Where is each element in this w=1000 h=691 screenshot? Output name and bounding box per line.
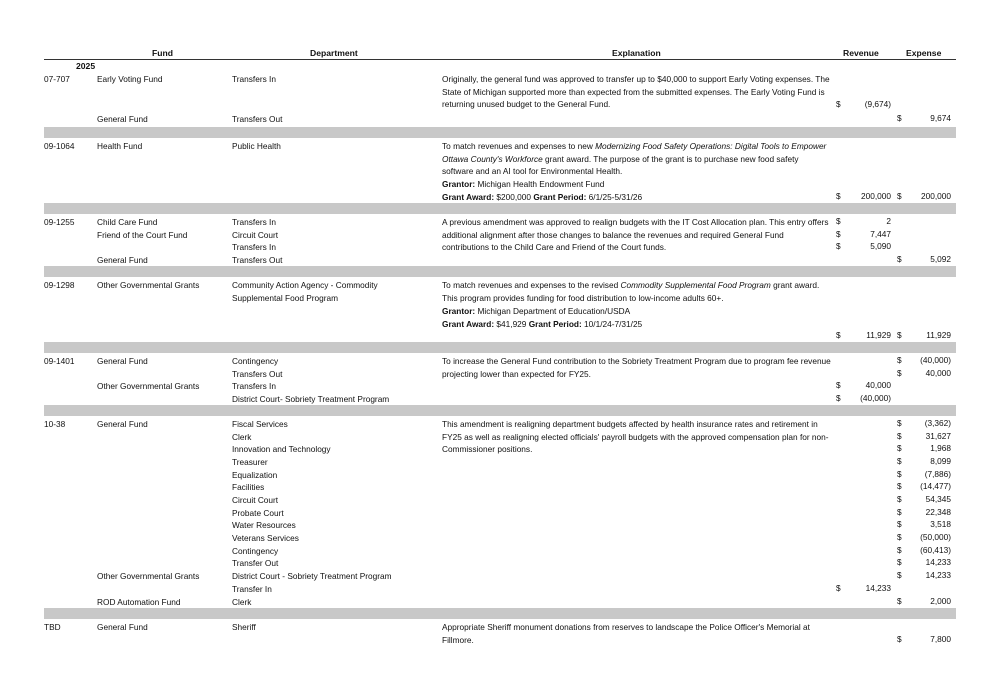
expense-amount: 8,099 [930, 456, 951, 466]
explanation-text: Appropriate Sheriff monument donations from reserves to landscape the Police Officer's Memorial at Fillmore. [442, 622, 810, 645]
grant-award-line [442, 318, 642, 331]
revenue-amount: 5,090 [870, 241, 891, 251]
dollar-sign: $ [836, 216, 841, 226]
department-name: Fiscal Services [232, 419, 288, 429]
explanation-tail: grant award. This program provides funding for food distribution to low-income adults 60+. [442, 280, 820, 303]
fund-name: Other Governmental Grants [97, 571, 200, 581]
department-name: Probate Court [232, 508, 284, 518]
header-revenue: Revenue [843, 48, 879, 58]
row-separator [44, 203, 956, 214]
fund-name: General Fund [97, 114, 148, 124]
dollar-sign: $ [897, 557, 902, 567]
dollar-sign: $ [897, 481, 902, 491]
department-name: Public Health [232, 141, 281, 151]
department-name: Transfers Out [232, 369, 283, 379]
dollar-sign: $ [897, 494, 902, 504]
amendment-id: TBD [44, 622, 61, 632]
fund-name: General Fund [97, 356, 148, 366]
grantor-value: Michigan Health Endowment Fund [475, 179, 605, 189]
amendment-id: 10-38 [44, 419, 66, 429]
department-name: Sheriff [232, 622, 256, 632]
dollar-sign: $ [897, 355, 902, 365]
grant-period-value: 10/1/24-7/31/25 [581, 319, 643, 329]
grant-award-value: $41,929 [494, 319, 529, 329]
revenue-amount: (9,674) [864, 99, 891, 109]
dollar-sign: $ [897, 634, 902, 644]
dollar-sign: $ [897, 431, 902, 441]
fund-name: Child Care Fund [97, 217, 158, 227]
expense-amount: (7,886) [924, 469, 951, 479]
row-separator [44, 608, 956, 619]
dollar-sign: $ [897, 519, 902, 529]
dollar-sign: $ [897, 532, 902, 542]
explanation-text: To increase the General Fund contribution to the Sobriety Treatment Program due to program fee revenue projecting lower than expected for FY25. [442, 356, 831, 379]
dollar-sign: $ [897, 113, 902, 123]
dollar-sign: $ [897, 507, 902, 517]
grantor-label: Grantor: [442, 179, 476, 189]
year-label: 2025 [76, 61, 96, 71]
revenue-amount: 7,447 [870, 229, 891, 239]
dollar-sign: $ [897, 191, 902, 201]
expense-amount: (14,477) [920, 481, 951, 491]
grant-period-label: Grant Period: [533, 192, 587, 202]
department-name: Clerk [232, 432, 252, 442]
row-separator [44, 266, 956, 277]
department-name: Transfer In [232, 584, 272, 594]
expense-amount: 9,674 [930, 113, 951, 123]
expense-amount: 22,348 [925, 507, 951, 517]
expense-amount: 14,233 [925, 557, 951, 567]
dollar-sign: $ [836, 393, 841, 403]
header-department: Department [310, 48, 358, 58]
dollar-sign: $ [897, 545, 902, 555]
department-name: Circuit Court [232, 230, 279, 240]
explanation-text: Originally, the general fund was approved to transfer up to $40,000 to support Early Voting expenses. The State of Michigan supported more than expected from the submitted expenses. The Early Voting Fund is returning unused budget to the General Fund. [442, 74, 830, 110]
department-name: Transfers In [232, 74, 276, 84]
department-name: Equalization [232, 470, 278, 480]
amendment-id: 09-1298 [44, 280, 75, 290]
dollar-sign: $ [897, 418, 902, 428]
dollar-sign: $ [897, 443, 902, 453]
grantor-value: Michigan Department of Education/USDA [475, 306, 631, 316]
amendment-id: 09-1255 [44, 217, 75, 227]
dollar-sign: $ [836, 229, 841, 239]
department-name: Veterans Services [232, 533, 299, 543]
dollar-sign: $ [897, 570, 902, 580]
expense-amount: 200,000 [921, 191, 951, 201]
header-divider [44, 59, 956, 60]
expense-amount: 14,233 [925, 570, 951, 580]
grant-title: Commodity Supplemental Food Program [620, 280, 771, 290]
fund-name: Health Fund [97, 141, 143, 151]
explanation-lead: To match revenues and expenses to the revised [442, 280, 621, 290]
department-name: Transfers Out [232, 255, 283, 265]
explanation-text: A previous amendment was approved to realign budgets with the IT Cost Allocation plan. This entry offers additional alignment after those changes to balance the revenues and required General Fund contributions to the Child Care and Friend of the Court funds. [442, 217, 829, 253]
expense-amount: (3,362) [924, 418, 951, 428]
expense-amount: 40,000 [925, 368, 951, 378]
explanation-text [442, 140, 832, 178]
dollar-sign: $ [897, 254, 902, 264]
dollar-sign: $ [836, 191, 841, 201]
expense-amount: 5,092 [930, 254, 951, 264]
dollar-sign: $ [836, 241, 841, 251]
expense-amount: 11,929 [926, 330, 951, 340]
fund-name: General Fund [97, 255, 148, 265]
expense-amount: 1,968 [930, 443, 951, 453]
department-name: District Court- Sobriety Treatment Program [232, 394, 390, 404]
revenue-amount: 11,929 [866, 330, 891, 340]
department-name: Transfers Out [232, 114, 283, 124]
revenue-amount: (40,000) [860, 393, 891, 403]
fund-name: Friend of the Court Fund [97, 230, 188, 240]
dollar-sign: $ [897, 456, 902, 466]
department-name: Facilities [232, 482, 265, 492]
department-name: Clerk [232, 597, 252, 607]
dollar-sign: $ [897, 368, 902, 378]
fund-name: Other Governmental Grants [97, 280, 200, 290]
department-name: District Court - Sobriety Treatment Program [232, 571, 392, 581]
dollar-sign: $ [897, 330, 902, 340]
department-name: Contingency [232, 356, 279, 366]
department-name: Innovation and Technology [232, 444, 331, 454]
grant-award-label: Grant Award: [442, 319, 495, 329]
explanation-text [442, 279, 832, 304]
department-name: Treasurer [232, 457, 268, 467]
fund-name: General Fund [97, 622, 148, 632]
fund-name: Early Voting Fund [97, 74, 163, 84]
revenue-amount: 2 [886, 216, 891, 226]
row-separator [44, 127, 956, 138]
amendment-id: 07-707 [44, 74, 70, 84]
expense-amount: 54,345 [925, 494, 951, 504]
header-expense: Expense [906, 48, 942, 58]
amendment-id: 09-1401 [44, 356, 75, 366]
fund-name: Other Governmental Grants [97, 381, 200, 391]
department-name: Circuit Court [232, 495, 279, 505]
fund-name: ROD Automation Fund [97, 597, 181, 607]
department-name: Transfers In [232, 381, 276, 391]
department-name: Water Resources [232, 520, 296, 530]
explanation-text: This amendment is realigning department budgets affected by health insurance rates and retirement in FY25 as well as realigning elected officials' payroll budgets with the approved compensation plan for non-Commissioner positions. [442, 419, 829, 455]
grantor-line [442, 178, 604, 191]
amendment-id: 09-1064 [44, 141, 75, 151]
expense-amount: 31,627 [925, 431, 951, 441]
department-name: Transfers In [232, 242, 276, 252]
row-separator [44, 405, 956, 416]
revenue-amount: 14,233 [865, 583, 891, 593]
expense-amount: 3,518 [930, 519, 951, 529]
grant-period-label: Grant Period: [528, 319, 582, 329]
expense-amount: 7,800 [930, 634, 951, 644]
department-name: Contingency [232, 546, 279, 556]
header-fund: Fund [152, 48, 173, 58]
revenue-amount: 40,000 [865, 380, 891, 390]
expense-amount: 2,000 [930, 596, 951, 606]
explanation-lead: To match revenues and expenses to new [442, 141, 596, 151]
department-name: Transfers In [232, 217, 276, 227]
dollar-sign: $ [897, 596, 902, 606]
expense-amount: (60,413) [920, 545, 951, 555]
fund-name: General Fund [97, 419, 148, 429]
grantor-label: Grantor: [442, 306, 476, 316]
revenue-amount: 200,000 [861, 191, 891, 201]
expense-amount: (40,000) [920, 355, 951, 365]
grantor-line [442, 305, 630, 318]
header-explanation: Explanation [612, 48, 661, 58]
dollar-sign: $ [897, 469, 902, 479]
grant-title: Modernizing Food Safety Operations: Digital Tools to Empower Ottawa County's Workforce [442, 141, 827, 164]
row-separator [44, 342, 956, 353]
dollar-sign: $ [836, 583, 841, 593]
department-name: Transfer Out [232, 558, 279, 568]
grant-award-label: Grant Award: [442, 192, 495, 202]
grant-award-line [442, 191, 642, 204]
department-name: Community Action Agency - Commodity [232, 280, 378, 290]
grant-award-value: $200,000 [494, 192, 534, 202]
explanation-tail: grant award. The purpose of the grant is to purchase new food safety software and an AI tool for Environmental Health. [442, 153, 799, 177]
dollar-sign: $ [836, 380, 841, 390]
expense-amount: (50,000) [920, 532, 951, 542]
dollar-sign: $ [836, 99, 841, 109]
dollar-sign: $ [836, 330, 841, 340]
grant-period-value: 6/1/25-5/31/26 [586, 192, 643, 202]
department-name: Supplemental Food Program [232, 293, 339, 303]
